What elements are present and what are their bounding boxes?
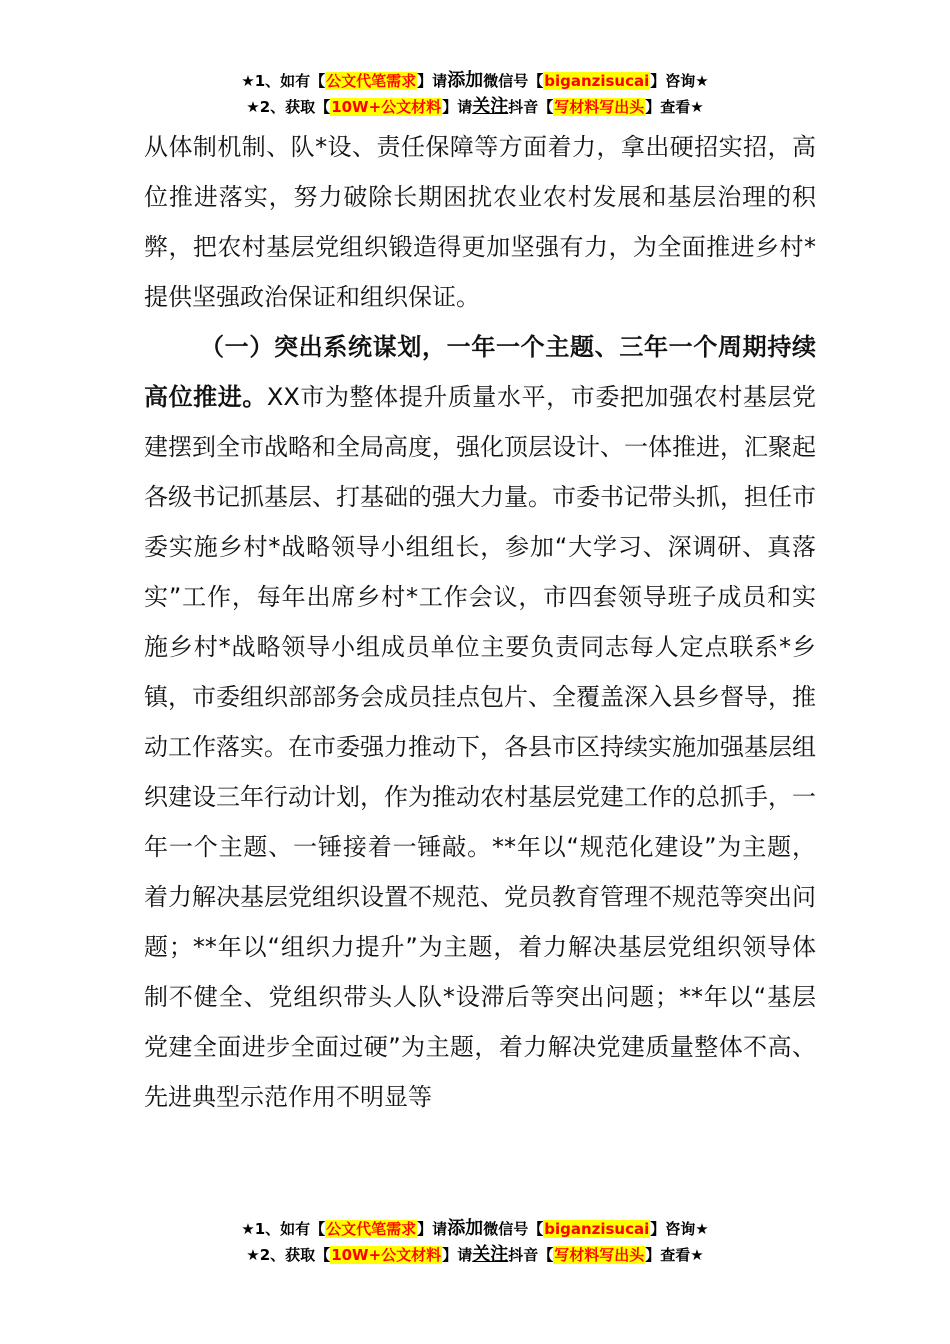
banner-line-1	[0, 68, 950, 94]
banner-text: 】请	[417, 72, 448, 90]
document-body	[144, 122, 816, 1122]
banner-text: ★1、如有【	[241, 72, 326, 90]
banner-text: 】查看★	[645, 1246, 704, 1264]
banner-highlight-douyin: 写材料写出头	[554, 98, 645, 116]
banner-text: ★1、如有【	[241, 1220, 326, 1238]
banner-line-1	[0, 1216, 950, 1242]
banner-text: 抖音【	[508, 1246, 554, 1264]
banner-line-2	[0, 1242, 950, 1268]
banner-emphasis: 添加	[447, 1218, 484, 1239]
banner-text: 抖音【	[508, 98, 554, 116]
paragraph-section-one	[144, 322, 816, 1122]
banner-emphasis: 关注	[472, 1244, 509, 1265]
banner-text: ★2、获取【	[246, 1246, 331, 1264]
banner-highlight-service: 公文代笔需求	[326, 1220, 417, 1238]
banner-text: ★2、获取【	[246, 98, 331, 116]
banner-line-2	[0, 94, 950, 120]
banner-emphasis: 添加	[447, 70, 484, 91]
banner-highlight-wechat: biganzisucai	[544, 1220, 650, 1238]
section-heading: （一）突出系统谋划，一年一个主题、三年一个周期持续高位推进。	[144, 333, 816, 411]
banner-text: 微信号【	[483, 72, 544, 90]
banner-emphasis: 关注	[472, 96, 509, 117]
banner-text: 】请	[442, 1246, 473, 1264]
banner-text: 】咨询★	[650, 1220, 709, 1238]
paragraph-intro: 从体制机制、队*设、责任保障等方面着力，拿出硬招实招，高位推进落实，努力破除长期困扰农业农村发展和基层治理的积弊，把农村基层党组织锻造得更加坚强有力，为全面推进乡村*提供坚强政治保证和组织保证。	[144, 133, 816, 311]
banner-text: 】请	[442, 98, 473, 116]
header-banner	[0, 68, 950, 120]
banner-highlight-service: 公文代笔需求	[326, 72, 417, 90]
banner-text: 微信号【	[483, 1220, 544, 1238]
banner-highlight-materials: 10W+公文材料	[331, 1246, 442, 1264]
banner-highlight-wechat: biganzisucai	[544, 72, 650, 90]
banner-highlight-materials: 10W+公文材料	[331, 98, 442, 116]
banner-text: 】请	[417, 1220, 448, 1238]
footer-banner	[0, 1216, 950, 1268]
section-body: XX市为整体提升质量水平，市委把加强农村基层党建摆到全市战略和全局高度，强化顶层设计、一体推进，汇聚起各级书记抓基层、打基础的强大力量。市委书记带头抓，担任市委实施乡村*战略领导小组组长，参加“大学习、深调研、真落实”工作，每年出席乡村*工作会议，市四套领导班子成员和实施乡村*战略领导小组成员单位主要负责同志每人定点联系*乡镇，市委组织部部务会成员挂点包片、全覆盖深入县乡督导，推动工作落实。在市委强力推动下，各县市区持续实施加强基层组织建设三年行动计划，作为推动农村基层党建工作的总抓手，一年一个主题、一锤接着一锤敲。**年以“规范化建设”为主题，着力解决基层党组织设置不规范、党员教育管理不规范等突出问题；**年以“组织力提升”为主题，着力解决基层党组织领导体制不健全、党组织带头人队*设滞后等突出问题；**年以“基层党建全面进步全面过硬”为主题，着力解决党建质量整体不高、先进典型示范作用不明显等	[144, 383, 816, 1111]
banner-highlight-douyin: 写材料写出头	[554, 1246, 645, 1264]
banner-text: 】咨询★	[650, 72, 709, 90]
banner-text: 】查看★	[645, 98, 704, 116]
